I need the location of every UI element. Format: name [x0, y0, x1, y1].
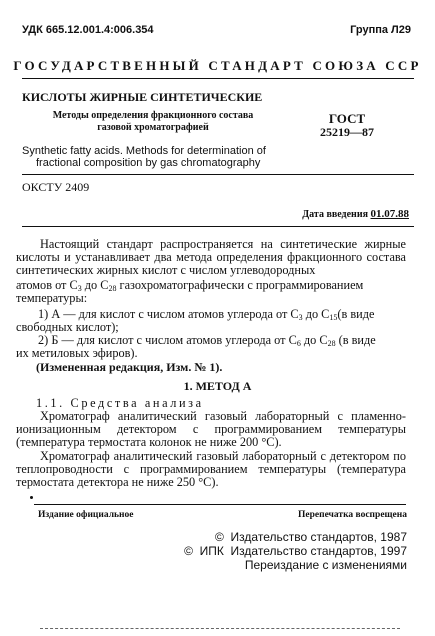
copyright-1987: © Издательство стандартов, 1987	[215, 530, 407, 544]
amendment-note: (Измененная редакция, Изм. № 1).	[36, 360, 223, 374]
intro-paragraph: Настоящий стандарт распространяется на синтетические жирные кислоты и устанавливает два метода определения фракционного состава синтетических жирных кислот с числом углеводородных	[16, 237, 406, 278]
item-b-continuation: их метиловых эфиров).	[16, 346, 138, 360]
intro-text-c: газохроматографически с программированием	[116, 278, 364, 292]
intro-sub-b: 28	[108, 284, 117, 293]
dot-mark	[30, 496, 33, 499]
udk-code: УДК 665.12.001.4:006.354	[22, 24, 154, 36]
gost-label: ГОСТ	[328, 111, 366, 126]
section-1-1-heading: 1.1. Средства анализа	[36, 396, 204, 410]
intro-text-b: до С	[81, 278, 109, 292]
item-a-sub-1: 3	[298, 313, 303, 322]
effective-date	[302, 208, 409, 220]
footer-rule	[34, 504, 406, 505]
reprint-notice: Перепечатка воспрещена	[297, 510, 407, 520]
standard-subtitle-line-2: газовой хроматографией	[97, 122, 209, 133]
okstu-code: ОКСТУ 2409	[22, 180, 90, 194]
title-block-rule	[22, 174, 414, 175]
gost-number: 25219—87	[320, 125, 374, 139]
item-b-text-3: (в виде	[335, 333, 376, 347]
group-code: Группа Л29	[350, 24, 411, 36]
effective-date-label: Дата введения	[302, 209, 368, 220]
intro-sub-a: 3	[77, 284, 82, 293]
standard-title: КИСЛОТЫ ЖИРНЫЕ СИНТЕТИЧЕСКИЕ	[22, 90, 263, 104]
item-b-text-1: 2) Б — для кислот с числом атомов углерода от С	[38, 333, 297, 347]
bottom-dashed-rule	[40, 628, 400, 629]
chromatograph-paragraph-2: Хроматограф аналитический газовый лабораторный с детектором по теплопроводности с программированием температуры (температура термостата детектора не ниже 250 °С).	[16, 449, 406, 490]
item-a-text-1: 1) А — для кислот с числом атомов углерода от С	[38, 307, 299, 321]
item-a-continuation: свободных кислот);	[16, 320, 119, 334]
item-a-text-2: до С	[302, 307, 330, 321]
item-a-sub-2: 15	[329, 313, 338, 322]
reissue-note: Переиздание с изменениями	[244, 558, 407, 572]
english-title-line-2: fractional composition by gas chromatography	[36, 157, 261, 169]
state-standard-heading: ГОСУДАРСТВЕННЫЙ СТАНДАРТ СОЮЗА ССР	[13, 58, 422, 73]
copyright-1997: © ИПК Издательство стандартов, 1997	[184, 544, 407, 558]
date-rule	[22, 226, 414, 227]
effective-date-value: 01.07.88	[370, 208, 409, 220]
intro-line-temperature: температуры:	[16, 291, 88, 305]
item-b-sub-2: 28	[327, 339, 336, 348]
item-a-text-3: (в виде	[337, 307, 375, 321]
item-b-sub-1: 6	[296, 339, 301, 348]
standard-subtitle-line-1: Методы определения фракционного состава	[52, 110, 254, 121]
chromatograph-paragraph-1: Хроматограф аналитический газовый лабораторный с пламенно-ионизационным детектором с программированием температуры (температура термостата колонок не ниже 200 °С).	[16, 409, 406, 450]
item-b-text-2: до С	[300, 333, 328, 347]
header-rule	[22, 78, 414, 79]
official-edition-label: Издание официальное	[38, 510, 134, 520]
english-title-line-1: Synthetic fatty acids. Methods for determination of	[22, 145, 266, 157]
intro-text-a: атомов от С	[16, 278, 78, 292]
method-a-heading: 1. МЕТОД А	[183, 379, 252, 393]
